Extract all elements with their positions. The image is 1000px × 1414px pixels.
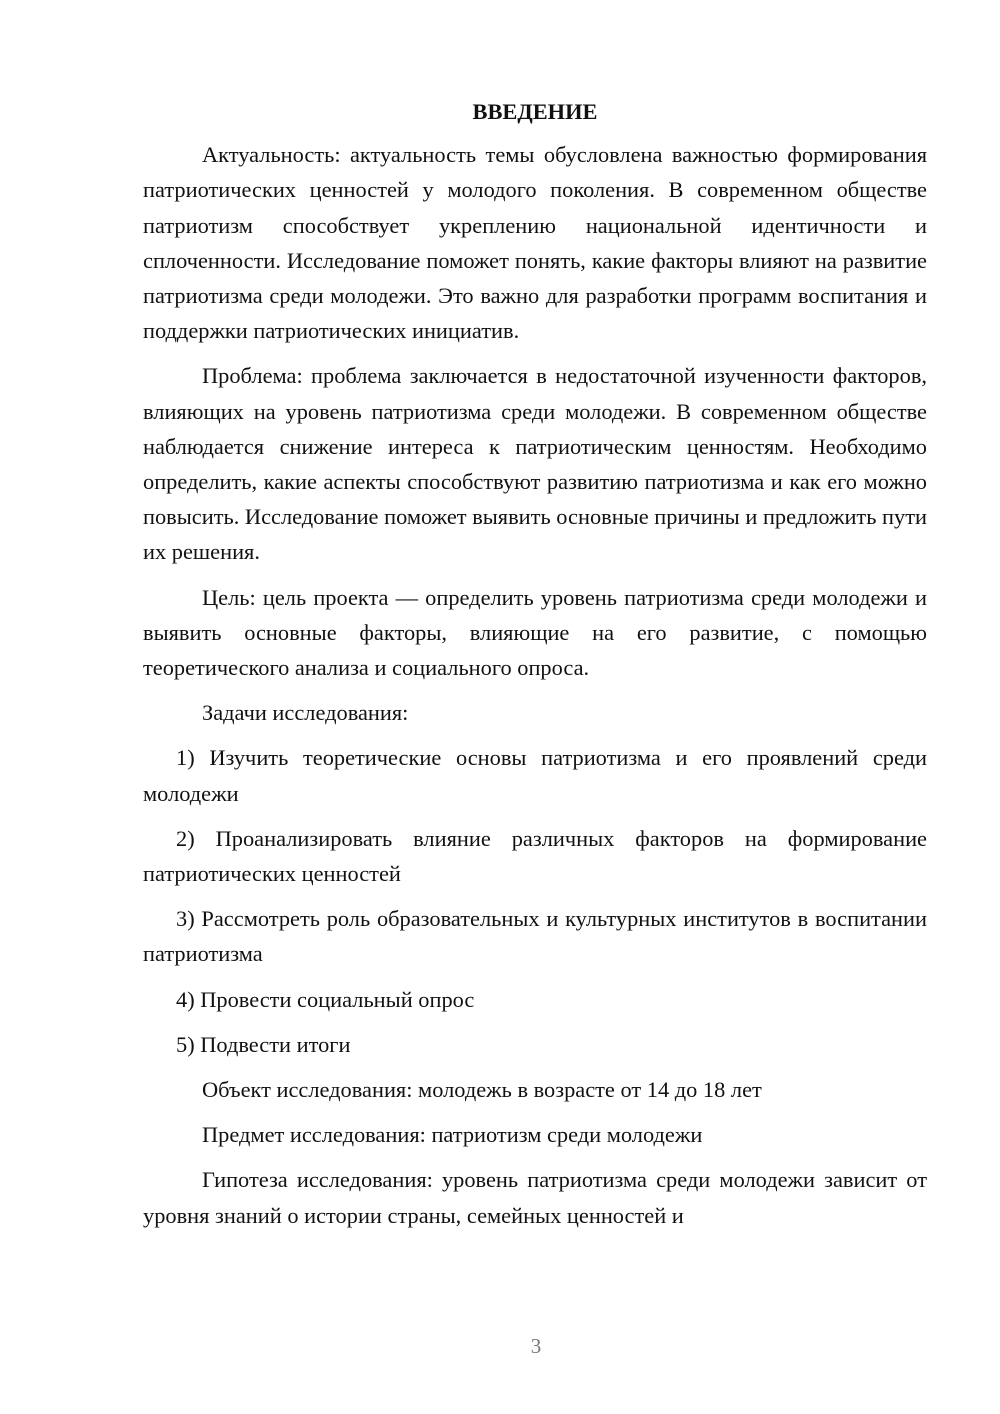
section-title: ВВЕДЕНИЕ [472,99,598,124]
task-item-5: 5) Подвести итоги [176,1031,351,1057]
page-number: 3 [530,1334,542,1358]
document-body [143,94,927,1243]
tasks-heading: Задачи исследования: [202,700,409,726]
task-item-2: 2) Проанализировать влияние различных факторов на формирование патриотических ценностей [143,825,927,887]
hypothesis-paragraph: Гипотеза исследования: уровень патриотизма среди молодежи зависит от уровня знаний о истории страны, семейных ценностей и [143,1167,927,1228]
relevance-paragraph: Актуальность: актуальность темы обусловлена важностью формирования патриотических ценностей у молодого поколения. В современном обществе патриотизм способствует укреплению национальной идентичности и сплоченности. Исследование поможет понять, какие факторы влияют на развитие патриотизма среди молодежи. Это важно для разработки программ воспитания и поддержки патриотических инициатив. [143,142,927,344]
object-paragraph: Объект исследования: молодежь в возрасте от 14 до 18 лет [202,1077,762,1103]
task-item-1: 1) Изучить теоретические основы патриотизма и его проявлений среди молодежи [143,745,927,806]
goal-paragraph: Цель: цель проекта — определить уровень патриотизма среди молодежи и выявить основные факторы, влияющие на его развитие, с помощью теоретического анализа и социального опроса. [143,584,927,681]
subject-paragraph: Предмет исследования: патриотизм среди молодежи [202,1122,703,1148]
task-item-4: 4) Провести социальный опрос [176,986,475,1012]
problem-paragraph: Проблема: проблема заключается в недостаточной изученности факторов, влияющих на уровень патриотизма среди молодежи. В современном обществе наблюдается снижение интереса к патриотическим ценностям. Необходимо определить, какие аспекты способствуют развитию патриотизма и как его можно повысить. Исследование поможет выявить основные причины и предложить пути их решения. [143,363,927,565]
task-item-3: 3) Рассмотреть роль образовательных и культурных институтов в воспитании патриотизма [143,906,927,967]
